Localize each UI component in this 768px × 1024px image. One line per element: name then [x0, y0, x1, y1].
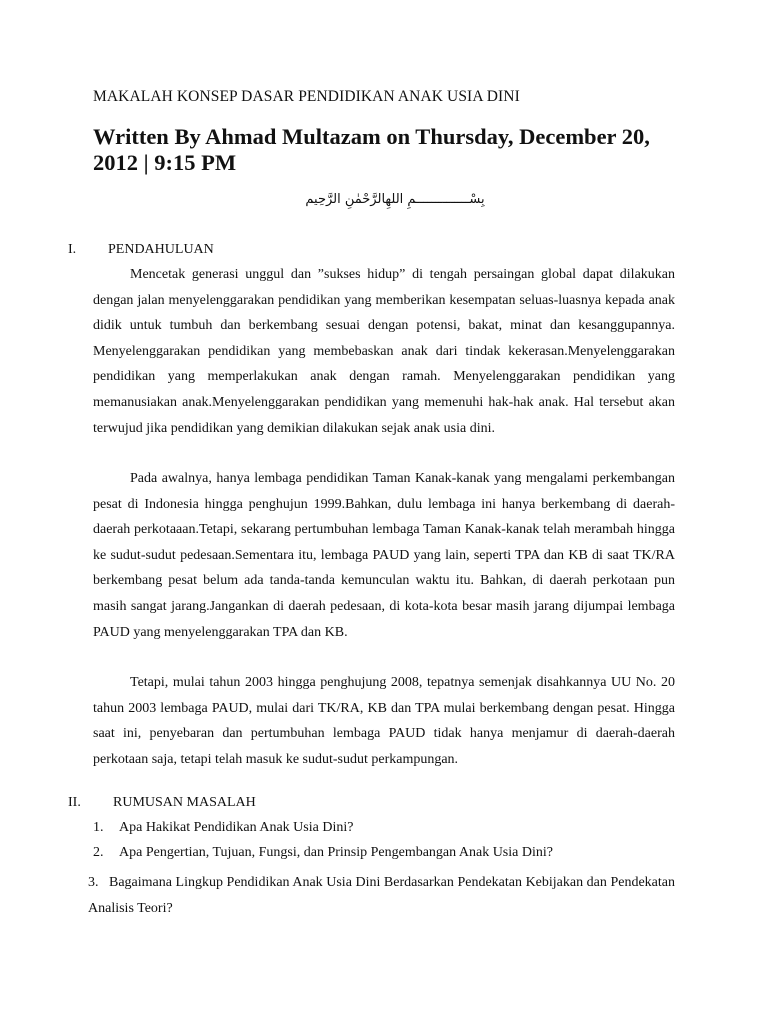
list-item-text: Bagaimana Lingkup Pendidikan Anak Usia Dini Berdasarkan Pendekatan Kebijakan dan Pendekatan Analisis Teori?	[88, 875, 675, 916]
list-item-number: 2.	[93, 845, 104, 860]
list-item-text: Apa Hakikat Pendidikan Anak Usia Dini?	[119, 820, 354, 835]
paragraph-text: Mencetak generasi unggul dan ”sukses hidup” di tengah persaingan global dapat dilakukan dengan jalan menyelenggarakan pendidikan yang memberikan kesempatan seluas-luasnya kepada anak didik untuk tumbuh dan berkembang sesuai dengan potensi, bakat, minat dan kesanggupannya. Menyelenggarakan pendidikan yang membebaskan anak dari tindak kekerasan.Menyelenggarakan pendidikan yang memperlakukan anak dengan ramah. Menyelenggarakan pendidikan yang memanusiakan anak.Menyelenggarakan pendidikan yang memenuhi hak-hak anak. Hal tersebut akan terwujud jika pendidikan yang demikian dilakukan sejak anak usia dini.	[93, 267, 675, 436]
section-title: PENDAHULUAN	[108, 242, 214, 257]
section-heading-pendahuluan	[68, 242, 214, 258]
paragraph-3	[93, 670, 675, 772]
document-title: MAKALAH KONSEP DASAR PENDIDIKAN ANAK USIA DINI	[93, 88, 520, 105]
list-item	[93, 845, 553, 861]
paragraph-1	[93, 262, 675, 441]
list-item-number: 3.	[88, 875, 99, 890]
list-item-text: Apa Pengertian, Tujuan, Fungsi, dan Prinsip Pengembangan Anak Usia Dini?	[119, 845, 553, 860]
section-heading-rumusan-masalah	[68, 795, 256, 811]
section-number: II.	[68, 795, 81, 810]
section-title: RUMUSAN MASALAH	[113, 795, 256, 810]
paragraph-text: Tetapi, mulai tahun 2003 hingga penghujung 2008, tepatnya semenjak disahkannya UU No. 20 tahun 2003 lembaga PAUD, mulai dari TK/RA, KB dan TPA mulai berkembang dengan pesat. Hingga saat ini, penyebaran dan pertumbuhan lembaga PAUD tidak hanya menjamur di daerah-daerah perkotaan saja, tetapi telah masuk ke sudut-sudut perkampungan.	[93, 675, 675, 767]
post-heading: Written By Ahmad Multazam on Thursday, December 20, 2012 | 9:15 PM	[93, 124, 650, 175]
bismillah-text: بِسْــــــــــــــمِ اللهِالرَّحْمٰنِ الرَّحِيم	[305, 192, 485, 207]
paragraph-2	[93, 466, 675, 645]
section-number: I.	[68, 242, 77, 257]
list-item	[88, 870, 675, 921]
list-item	[93, 820, 353, 836]
paragraph-text: Pada awalnya, hanya lembaga pendidikan Taman Kanak-kanak yang mengalami perkembangan pesat di Indonesia hingga penghujun 1999.Bahkan, dulu lembaga ini hanya berkembang di daerah-daerah perkotaaan.Tetapi, sekarang pertumbuhan lembaga Taman Kanak-kanak telah merambah hingga ke sudut-sudut pedesaan.Sementara itu, lembaga PAUD yang lain, seperti TPA dan KB di saat TK/RA berkembang pesat belum ada tanda-tanda kemunculan waktu itu. Bahkan, di daerah perkotaan pun masih sangat jarang.Jangankan di daerah pedesaan, di kota-kota besar masih jarang dijumpai lembaga PAUD yang menyelenggarakan TPA dan KB.	[93, 471, 675, 640]
list-item-number: 1.	[93, 820, 104, 835]
